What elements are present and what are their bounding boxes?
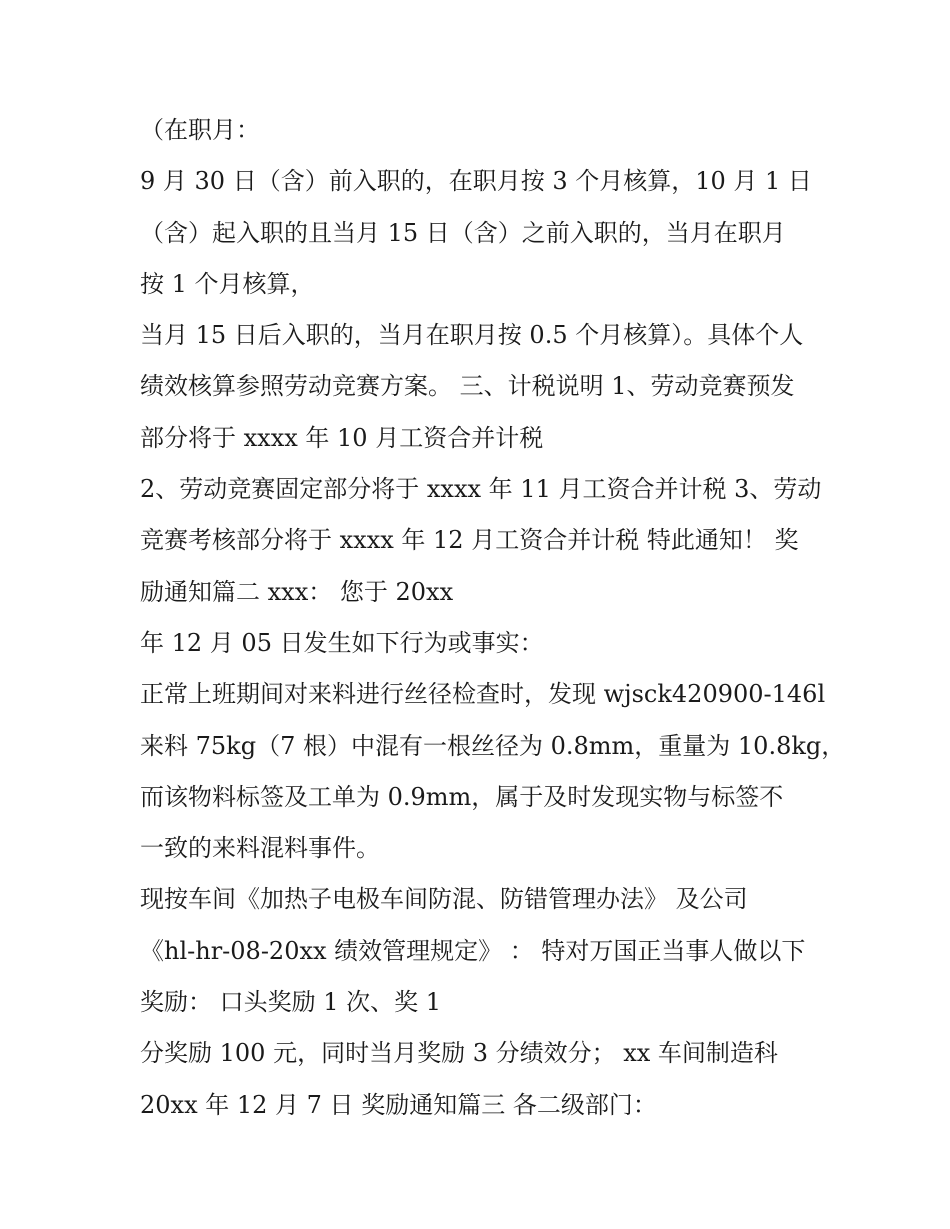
text-line: 竞赛考核部分将于 xxxx 年 12 月工资合并计税 特此通知！ 奖	[140, 526, 799, 555]
text-line: 一致的来料混料事件。	[140, 834, 380, 863]
text-line: 部分将于 xxxx 年 10 月工资合并计税	[140, 423, 544, 452]
text-line: （含）起入职的且当月 15 日（含）之前入职的，当月在职月	[140, 218, 786, 247]
document-body	[140, 105, 846, 1131]
text-line: 9 月 30 日（含）前入职的，在职月按 3 个月核算，10 月 1 日	[140, 167, 812, 196]
text-line: 《hl-hr-08-20xx 绩效管理规定》 ： 特对万国正当事人做以下	[140, 936, 806, 965]
text-line: 正常上班期间对来料进行丝径检查时，发现 wjsck420900-146l	[140, 680, 826, 709]
text-line: 励通知篇二 xxx： 您于 20xx	[140, 577, 454, 606]
text-line: 2、劳动竞赛固定部分将于 xxxx 年 11 月工资合并计税 3、劳动	[140, 475, 822, 504]
text-line: 绩效核算参照劳动竞赛方案。 三、计税说明 1、劳动竞赛预发	[140, 372, 795, 401]
text-line: （在职月：	[140, 116, 260, 144]
text-line: 而该物料标签及工单为 0.9mm，属于及时发现实物与标签不	[140, 782, 784, 811]
text-line: 现按车间《加热子电极车间防混、防错管理办法》 及公司	[140, 885, 748, 914]
text-line: 奖励： 口头奖励 1 次、奖 1	[140, 988, 442, 1017]
text-line: 20xx 年 12 月 7 日 奖励通知篇三 各二级部门：	[140, 1090, 657, 1119]
text-line: 按 1 个月核算，	[140, 269, 315, 298]
text-line: 年 12 月 05 日发生如下行为或事实：	[140, 628, 544, 657]
text-line: 分奖励 100 元，同时当月奖励 3 分绩效分； xx 车间制造科	[140, 1039, 778, 1068]
text-line: 来料 75kg（7 根）中混有一根丝径为 0.8mm，重量为 10.8kg，	[140, 731, 846, 760]
text-line: 当月 15 日后入职的，当月在职月按 0.5 个月核算）。具体个人	[140, 321, 804, 350]
